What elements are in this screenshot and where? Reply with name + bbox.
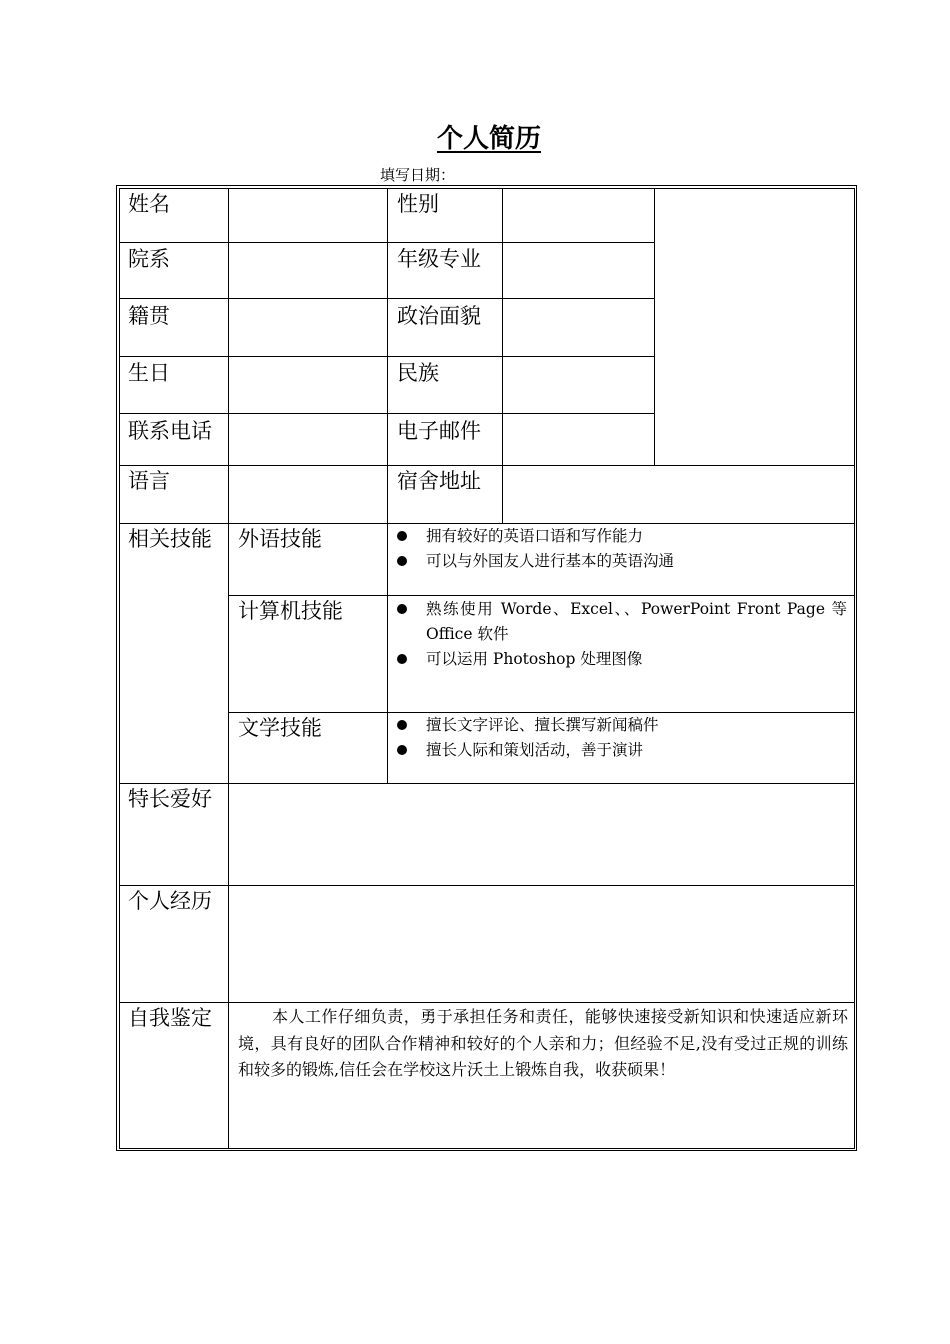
label-birthday: 生日 (128, 361, 170, 385)
label-computer-skill: 计算机技能 (238, 599, 343, 623)
label-phone: 联系电话 (128, 419, 212, 443)
literary-skill-list (397, 713, 659, 763)
label-skills: 相关技能 (128, 527, 212, 551)
list-item: 擅长人际和策划活动，善于演讲 (397, 738, 659, 763)
computer-skill-list (397, 597, 847, 672)
label-dorm-address: 宿舍地址 (397, 469, 481, 493)
bullet-icon (397, 654, 407, 664)
label-gender: 性别 (397, 192, 439, 216)
document-title: 个人简历 (436, 124, 541, 154)
label-email: 电子邮件 (397, 419, 481, 443)
label-experience: 个人经历 (128, 889, 212, 913)
list-item: 可以与外国友人进行基本的英语沟通 (397, 549, 674, 574)
list-item: 可以运用 Photoshop 处理图像 (397, 647, 847, 672)
list-item: 拥有较好的英语口语和写作能力 (397, 524, 674, 549)
bullet-icon (397, 531, 407, 541)
bullet-icon (397, 604, 407, 614)
label-hometown: 籍贯 (128, 304, 170, 328)
bullet-icon (397, 745, 407, 755)
label-grade-major: 年级专业 (397, 247, 481, 271)
label-hobbies: 特长爱好 (128, 787, 212, 811)
bullet-icon (397, 720, 407, 730)
list-item: 擅长文字评论、擅长撰写新闻稿件 (397, 713, 659, 738)
bullet-icon (397, 556, 407, 566)
label-department: 院系 (128, 247, 170, 271)
list-item: Office 软件 (426, 625, 509, 643)
date-label: 填写日期： (380, 166, 456, 184)
label-language: 语言 (128, 469, 170, 493)
list-item: 熟练使用 Worde、Excel、、PowerPoint Front Page 等 (397, 597, 847, 622)
label-political-status: 政治面貌 (397, 304, 481, 328)
label-name: 姓名 (128, 192, 170, 216)
label-literary-skill: 文学技能 (238, 716, 322, 740)
label-foreign-language-skill: 外语技能 (238, 527, 322, 551)
self-assessment-text: 本人工作仔细负责，勇于承担任务和责任，能够快速接受新知识和快速适应新环境，具有良好的团队合作精神和较好的个人亲和力；但经验不足,没有受过正规的训练和较多的锻炼,信任会在学校这片沃土上锻炼自我，收获硕果！ (238, 1007, 848, 1079)
foreign-language-skill-list (397, 524, 674, 574)
label-self-assessment: 自我鉴定 (128, 1006, 212, 1030)
label-ethnicity: 民族 (397, 361, 439, 385)
